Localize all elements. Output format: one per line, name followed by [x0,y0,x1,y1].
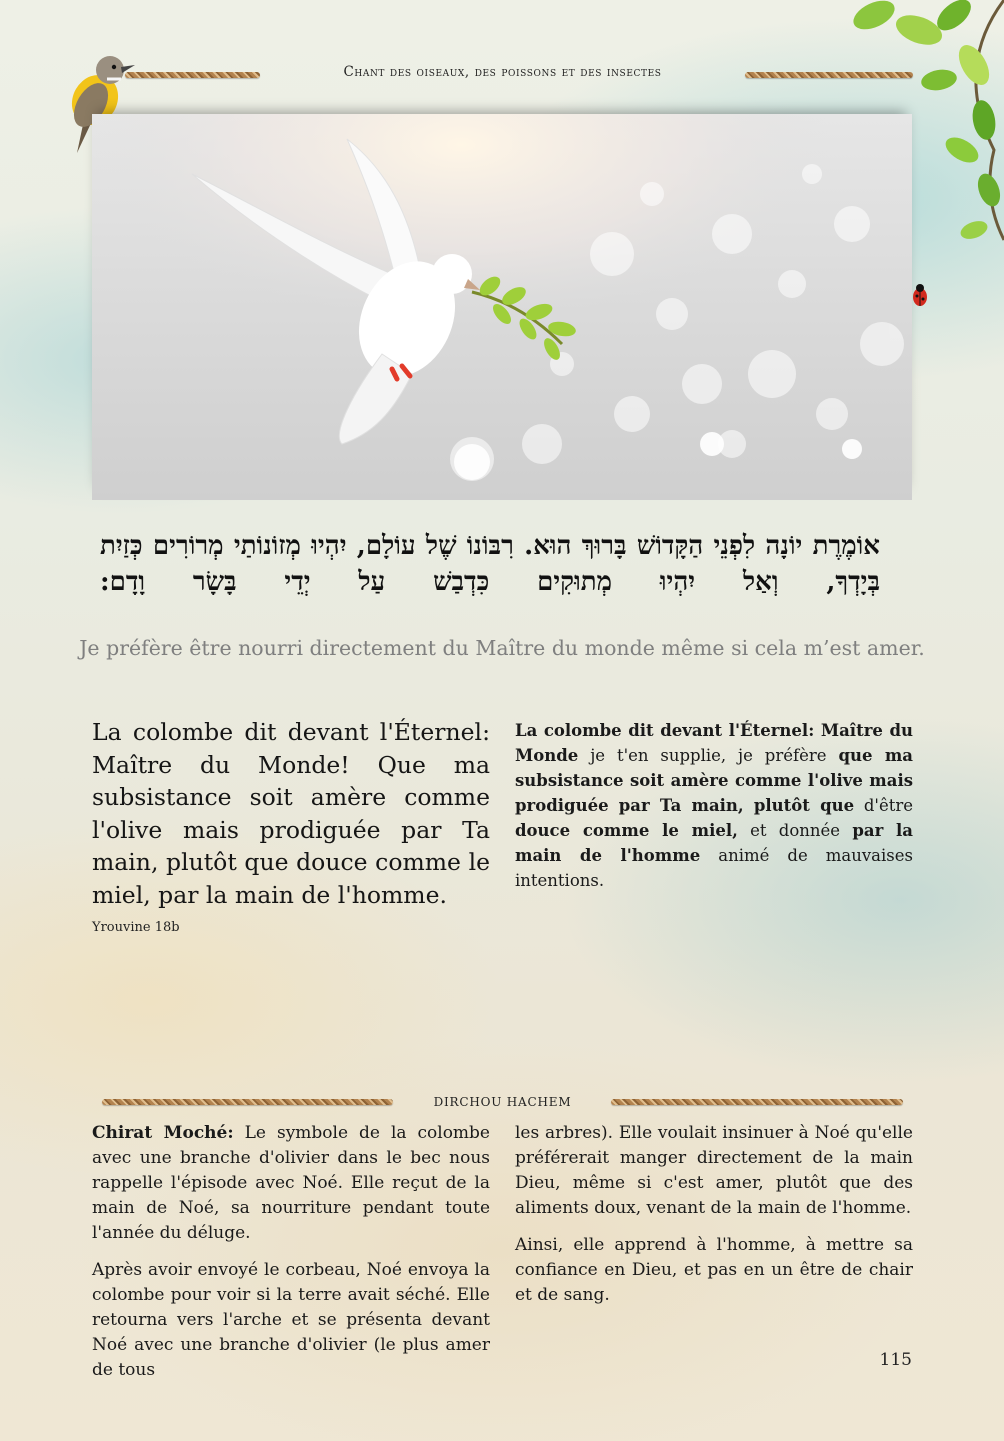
section-paragraph [92,1258,490,1383]
section-lead: Chirat Moché: [92,1123,234,1143]
commentary-segment: animé de mauvaises intentions. [515,846,913,890]
commentary-segment: d'être [854,796,914,815]
hebrew-verse: אוֹמֶרֶת יוֹנָה לִפְנֵי הַקָּדוֹשׁ בָּרוּךְ הוּא. רִבּוֹנוֹ שֶׁל עוֹלָם, יִהְיוּ מְזוֹנוֹתַי מְרוֹרִים כְּזַיִת בְּיָדְךָ, וְאַל יִהְיוּ מְתוּקִים כִּדְבַשׁ עַל יְדֵי בָּשָׂר וָדָם: [100,531,880,597]
page-header-title: Chant des oiseaux, des poissons et des insectes [343,64,662,80]
commentary-segment: que ma subsistance soit amère comme l'olive mais prodiguée par Ta main, plutôt que [515,746,913,815]
dove-photo [92,114,912,500]
section-text: Le symbole de la colombe avec une branche d'olivier dans le bec nous rappelle l'épisode avec Noé. Elle reçut de la main de Noé, sa nourriture pendant toute l'année du déluge. [92,1123,490,1243]
section-right-column [515,1121,913,1320]
section-left-column [92,1121,490,1383]
section-text: Après avoir envoyé le corbeau, Noé envoya la colombe pour voir si la terre avait séché. Elle retourna vers l'arche et se présenta devant Noé avec une branche d'olivier (le plus amer de tous [92,1260,490,1380]
section-paragraph [92,1121,490,1246]
verse-summary: Je préfère être nourri directement du Maître du monde même si cela m’est amer. [79,636,925,660]
translation-source: Yrouvine 18b [92,920,180,935]
white-dove-with-olive-branch-photo [92,114,912,500]
header-rope-left [125,72,260,78]
ladybug-icon [912,283,928,307]
commentary-segment: et donnée [737,821,853,840]
section-paragraph: Ainsi, elle apprend à l'homme, à mettre sa confiance en Dieu, et pas en un être de chair et de sang. [515,1235,913,1305]
commentary-segment: je t'en supplie, je préfère [578,746,839,765]
commentary-text [515,718,913,893]
section-rope-left [102,1099,393,1105]
translation-text: La colombe dit devant l'Éternel: Maître du Monde! Que ma subsistance soit amère comme l'olive mais prodiguée par Ta main, plutôt que douce comme le miel, par la main de l'homme. [92,718,490,909]
header-rope-right [745,72,913,78]
page-number: 115 [879,1350,912,1370]
section-rope-right [611,1099,903,1105]
section-paragraph: les arbres). Elle voulait insinuer à Noé qu'elle préférerait manger directement de la main Dieu, même si c'est amer, plutôt que des aliments doux, venant de la main de l'homme. [515,1123,913,1218]
commentary-segment: douce comme le miel, [515,821,738,840]
section-title: DIRCHOU HACHEM [433,1095,572,1109]
commentary-segment: par la main de l'homme [515,821,913,865]
commentary-segment: La colombe dit devant l'Éternel: Maître du Monde [515,721,913,765]
